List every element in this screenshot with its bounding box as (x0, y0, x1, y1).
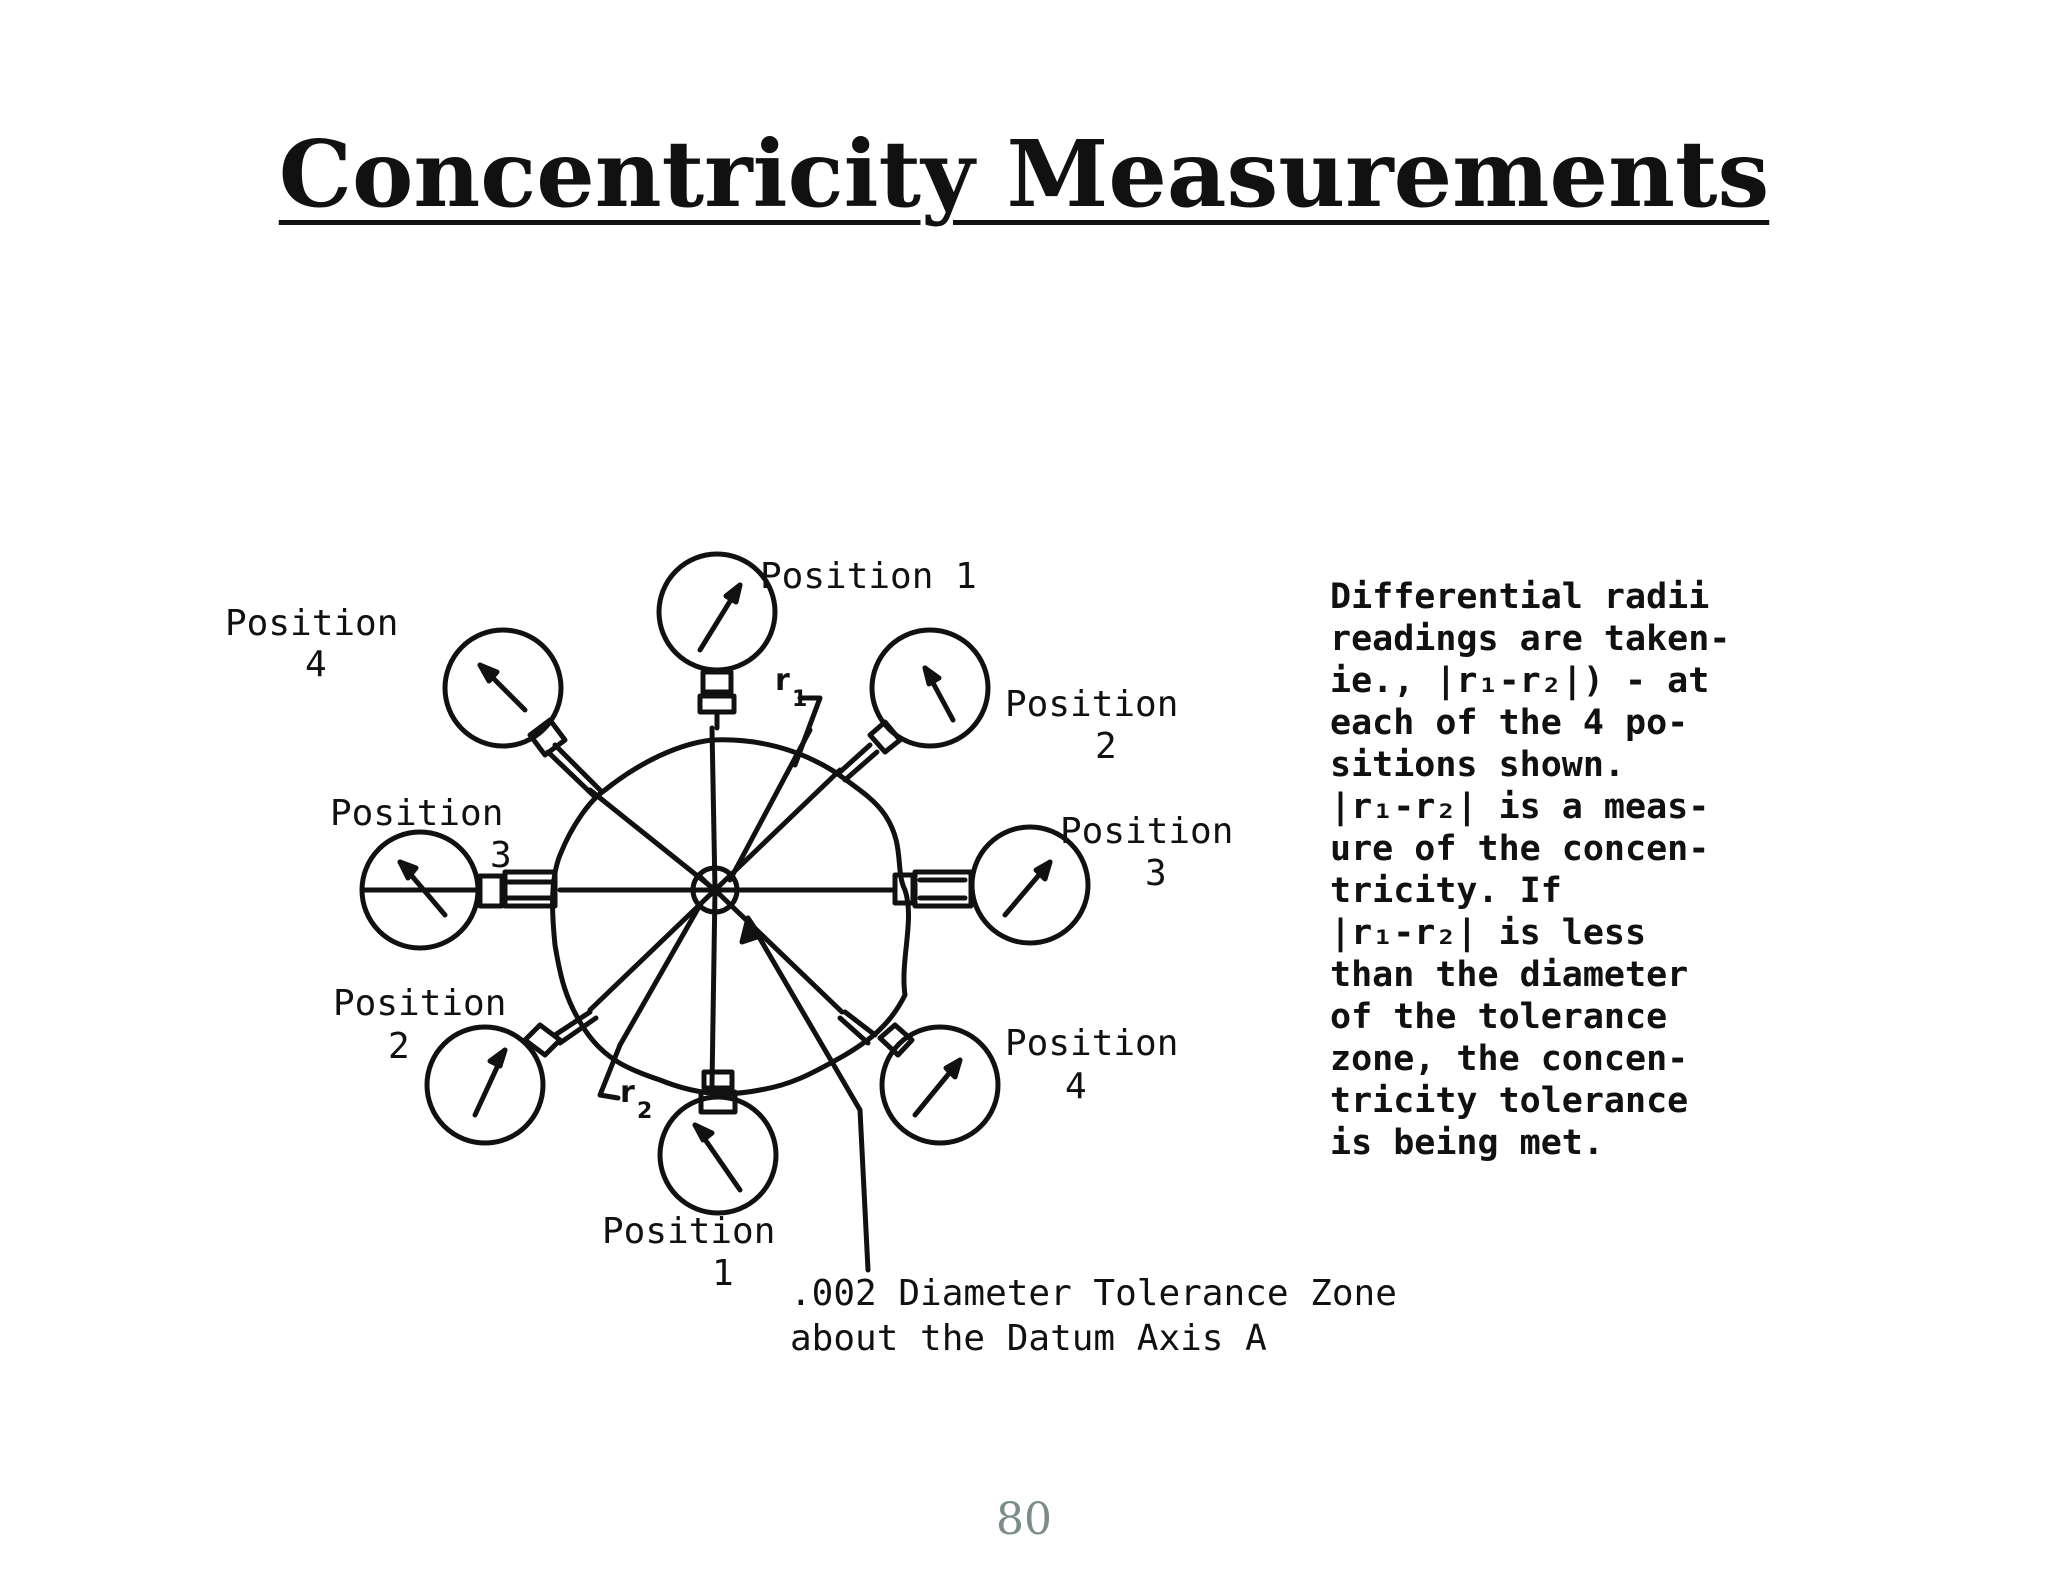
label-position-2-left: Position (333, 983, 507, 1024)
tolerance-caption-line-2: about the Datum Axis A (790, 1318, 1267, 1359)
r1-subscript: 1 (792, 687, 808, 712)
label-position-3-right: Position (1060, 811, 1234, 852)
label-position-3-left: Position (330, 793, 504, 834)
gauge-lower-left (427, 1027, 543, 1143)
explanation-line: sitions shown. (1330, 745, 1626, 785)
page-title: Concentricity Measurements (278, 120, 1770, 228)
label-position-1-bottom: Position (602, 1211, 776, 1252)
explanation-line: each of the 4 po- (1330, 703, 1689, 743)
r1-symbol: r (775, 663, 790, 698)
label-position-2-right: Position (1005, 684, 1179, 725)
label-position-4-right: Position (1005, 1023, 1179, 1064)
explanation-line: than the diameter (1330, 955, 1689, 995)
gauge-top (659, 554, 775, 670)
explanation-line: Differential radii (1330, 577, 1710, 617)
explanation-line: ie., |r₁-r₂|) - at (1330, 661, 1710, 701)
r2-subscript: 2 (637, 1099, 653, 1124)
label-position-4-right-num: 4 (1065, 1066, 1087, 1107)
explanation-line: is being met. (1330, 1123, 1604, 1163)
tolerance-caption-line-1: .002 Diameter Tolerance Zone (790, 1273, 1397, 1314)
explanation-line: of the tolerance (1330, 997, 1668, 1037)
explanation-line: tricity tolerance (1330, 1081, 1689, 1121)
label-position-4-left-num: 4 (305, 644, 327, 685)
explanation-line: |r₁-r₂| is less (1330, 913, 1647, 953)
explanation-line: ure of the concen- (1330, 829, 1710, 869)
explanation-line: zone, the concen- (1330, 1039, 1689, 1079)
label-position-1-top: Position 1 (760, 556, 977, 597)
r2-symbol: r (620, 1075, 635, 1110)
explanation-line: |r₁-r₂| is a meas- (1330, 787, 1710, 827)
explanation-line: tricity. If (1330, 871, 1562, 911)
part-outline (553, 740, 909, 1094)
label-position-4-left: Position (225, 603, 399, 644)
label-position-3-right-num: 3 (1145, 853, 1167, 894)
explanation-text (1330, 577, 1730, 1163)
page-number: 80 (996, 1494, 1052, 1545)
explanation-line: readings are taken- (1330, 619, 1731, 659)
diagram-drawing (362, 554, 1088, 1270)
label-position-2-left-num: 2 (388, 1026, 410, 1067)
label-position-2-right-num: 2 (1095, 726, 1117, 767)
label-position-1-bottom-num: 1 (712, 1253, 734, 1294)
label-position-3-left-num: 3 (490, 835, 512, 876)
